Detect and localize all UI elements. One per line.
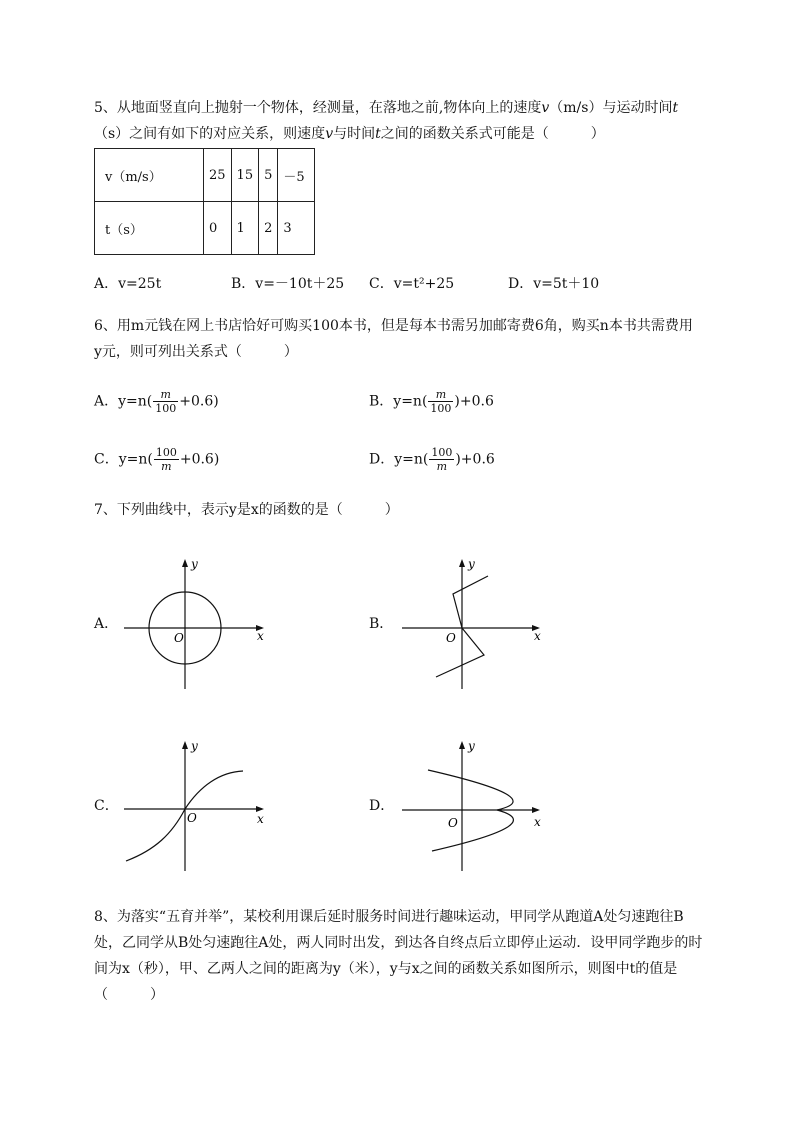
- q5-text-c: （s）之间有如下的对应关系，则速度: [94, 126, 326, 142]
- q6-option-c: [94, 446, 219, 473]
- q6-c-prefix: C．y=n(: [94, 451, 153, 468]
- x-axis-arrow: [532, 807, 540, 813]
- q7-label-d: D．: [369, 798, 395, 814]
- q7-label-b: B．: [369, 616, 394, 632]
- table-cell: 25: [204, 149, 232, 202]
- y-axis-arrow: [182, 741, 188, 749]
- q6-option-a: [94, 388, 219, 415]
- q6-option-d: [369, 446, 495, 473]
- x-label: x: [534, 815, 541, 829]
- fraction: [428, 388, 453, 415]
- q5-text-a: 5、从地面竖直向上抛射一个物体，经测量，在落地之前,物体向上的速度: [94, 100, 542, 116]
- q6-a-suffix: +0.6): [179, 393, 219, 410]
- y-label: y: [191, 557, 198, 571]
- table-cell: 1: [231, 202, 259, 255]
- q6-d-suffix: )+0.6: [455, 451, 495, 468]
- q8-line1: 8、为落实“五育并举”，某校利用课后延时服务时间进行趣味运动，甲同学从跑道A处匀速跑往B: [94, 909, 684, 925]
- graph-d: [398, 738, 548, 874]
- q5-text-b: （m/s）与运动时间: [549, 100, 673, 116]
- fraction-denominator: 100: [430, 402, 452, 415]
- fraction-denominator: m: [161, 460, 172, 473]
- table-header-t: t（s）: [95, 202, 204, 255]
- q6-a-prefix: A．y=n(: [94, 393, 153, 410]
- q7-line1: 7、下列曲线中，表示y是x的函数的是（ ）: [94, 502, 399, 518]
- table-header-v: v（m/s）: [95, 149, 204, 202]
- graph-a: [120, 556, 270, 692]
- table-row: [95, 149, 315, 202]
- y-axis-arrow: [182, 559, 188, 567]
- q5-var-t: t: [672, 100, 679, 116]
- q5-value-table: [94, 148, 315, 255]
- q8-line4: （ ）: [94, 987, 164, 1003]
- q5-option-c: C．v=t²+25: [369, 276, 455, 292]
- fraction-denominator: 100: [155, 402, 177, 415]
- x-label: x: [257, 812, 264, 826]
- q5-text-d: 与时间: [333, 126, 376, 142]
- q5-option-b: B．v=－10t＋25: [231, 276, 345, 292]
- graph-b: [398, 556, 548, 692]
- fraction-numerator: m: [153, 388, 178, 402]
- q5-var-t2: t: [375, 126, 381, 142]
- graph-c: [120, 738, 270, 874]
- origin-label: O: [446, 631, 456, 645]
- q6-b-prefix: B．y=n(: [369, 393, 428, 410]
- q5-var-v2: v: [325, 126, 334, 142]
- origin-label: O: [174, 631, 184, 645]
- origin-label: O: [448, 816, 458, 830]
- table-cell: 15: [231, 149, 259, 202]
- fraction: [154, 446, 179, 473]
- fraction-numerator: m: [428, 388, 453, 402]
- x-label: x: [257, 629, 264, 643]
- table-cell: 0: [204, 202, 232, 255]
- table-row: [95, 202, 315, 255]
- q6-line1: 6、用m元钱在网上书店恰好可购买100本书，但是每本书需另加邮寄费6角，购买n本书共需费用: [94, 318, 693, 334]
- y-label: y: [191, 739, 198, 753]
- q6-d-prefix: D．y=n(: [369, 451, 429, 468]
- q5-var-v: v: [541, 100, 550, 116]
- fraction: [153, 388, 178, 415]
- q8-line3: 间为x（秒），甲、乙两人之间的距离为y（米），y与x之间的函数关系如图所示，则图中t的值是: [94, 961, 678, 977]
- q5-line1: [94, 98, 678, 118]
- y-axis-arrow: [459, 741, 465, 749]
- q5-line2: [94, 124, 605, 144]
- q5-option-a: A．v=25t: [94, 276, 162, 292]
- q6-c-suffix: +0.6): [179, 451, 220, 468]
- table-cell: －5: [278, 149, 315, 202]
- q7-label-c: C．: [94, 798, 119, 814]
- q6-option-b: [369, 388, 494, 415]
- fraction-numerator: 100: [155, 446, 177, 459]
- y-label: y: [468, 557, 475, 571]
- origin-label: O: [187, 811, 197, 825]
- table-cell: 5: [259, 149, 278, 202]
- q7-label-a: A．: [94, 616, 119, 632]
- table-cell: 3: [278, 202, 315, 255]
- fraction-numerator: 100: [431, 446, 453, 459]
- fraction-denominator: m: [436, 460, 448, 473]
- q5-text-e: 之间的函数关系式可能是（ ）: [380, 126, 605, 142]
- x-label: x: [534, 629, 541, 643]
- q6-line2: y元，则可列出关系式（ ）: [94, 344, 298, 360]
- table-cell: 2: [259, 202, 278, 255]
- q8-line2: 处，乙同学从B处匀速跑往A处，两人同时出发，到达各自终点后立即停止运动．设甲同学跑步的时: [94, 935, 703, 951]
- y-label: y: [468, 739, 475, 753]
- fraction: [429, 446, 454, 473]
- q6-b-suffix: )+0.6: [454, 393, 494, 410]
- y-axis-arrow: [459, 559, 465, 567]
- q5-option-d: D．v=5t＋10: [508, 276, 600, 292]
